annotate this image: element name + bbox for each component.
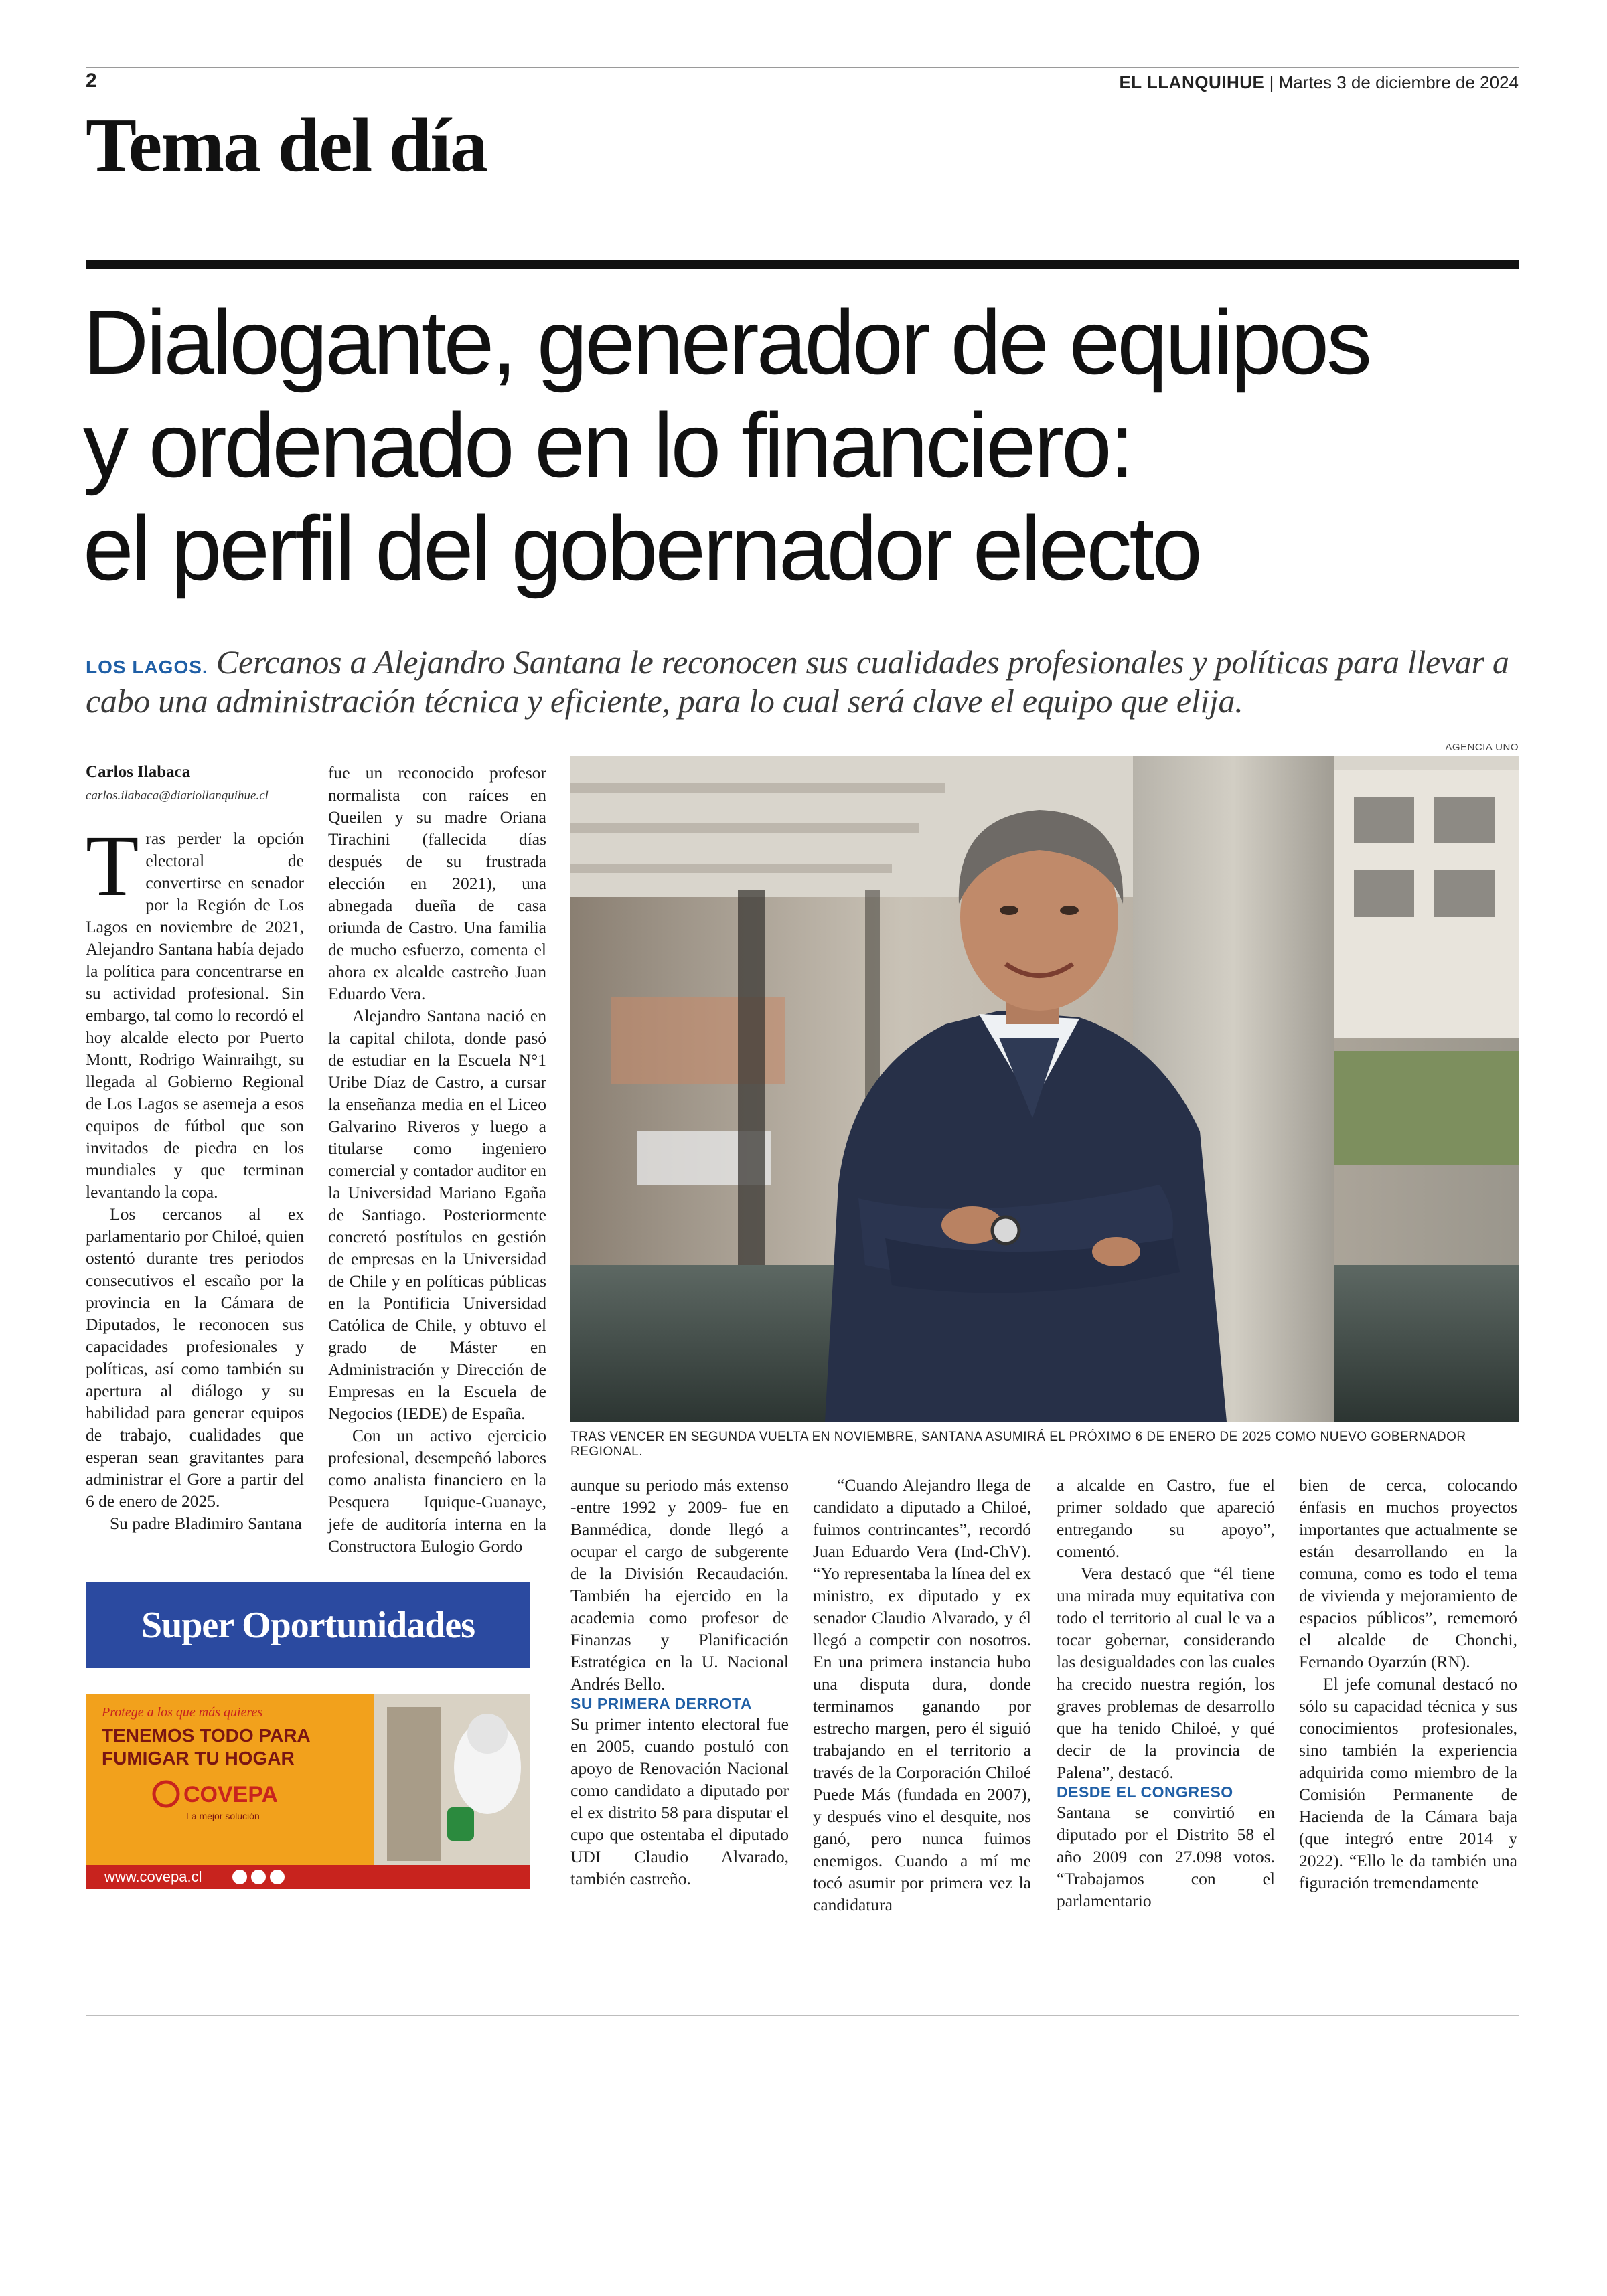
paragraph: Con un activo ejercicio profesional, desempeñó labores como analista financiero en la Pesquera Iquique-Guanaye, jefe de auditoría interna en la Constructora Eulogio Gordo xyxy=(328,1426,546,1556)
portrait-photo-illustration xyxy=(570,756,1519,1422)
column-5 xyxy=(1057,1474,1275,1912)
headline-line-1: Dialogante, generador de equipos xyxy=(83,291,1370,393)
paragraph: aunque su periodo más extenso -entre 1992 y 2009- fue en Banmédica, donde llegó a ocupar el cargo de subgerente de la División Recaudación. También ha ejercido en la academia como profesor de Finanzas y Planificación Estratégica en la U. Nacional Andrés Bello. xyxy=(570,1475,789,1694)
paragraph: bien de cerca, colocando énfasis en muchos proyectos importantes que actualmente se están desarrollando en la comuna, como es todo el tema de vivienda y mejoramiento de espacios públicos”, rememoró el alcalde de Chonchi, Fernando Oyarzún (RN). xyxy=(1299,1475,1517,1671)
paragraph: Santana se convirtió en diputado por el Distrito 58 el año 2009 con 27.098 votos. “Trabajamos con el parlamentario xyxy=(1057,1803,1275,1910)
paragraph: Alejandro Santana nació en la capital chilota, donde pasó de estudiar en la Escuela N°1 Uribe Díaz de Castro, a cursar la enseñanza media en el Liceo Galvarino Riveros y luego a titularse como ingeniero comercial y contador auditor en la Universidad Mariano Egaña de Santiago. Posteriormente concretó postítulos en gestión de empresas en la Universidad de Chile y en políticas públicas en la Pontificia Universidad Católica de Chile, y obtuvo el grado de Máster en Administración y Dirección de Empresas en la Escuela de Negocios (IEDE) de España. xyxy=(328,1006,546,1423)
headline xyxy=(83,291,1529,600)
covepa-ad-illustration xyxy=(86,1694,530,1889)
page-number: 2 xyxy=(86,70,97,92)
paragraph: a alcalde en Castro, fue el primer soldado que apareció entregando su apoyo”, comentó. xyxy=(1057,1475,1275,1561)
byline: Carlos Ilabaca xyxy=(86,763,191,781)
section-title: Tema del día xyxy=(86,102,487,187)
subhead-desde-el-congreso: DESDE EL CONGRESO xyxy=(1057,1783,1233,1801)
column-3 xyxy=(570,1474,789,1890)
ad-url[interactable]: www.covepa.cl xyxy=(104,1868,202,1885)
subhead-primera-derrota: SU PRIMERA DERROTA xyxy=(570,1695,752,1712)
publication-date: Martes 3 de diciembre de 2024 xyxy=(1278,72,1519,92)
paragraph: fue un reconocido profesor normalista con raíces en Queilen y su madre Oriana Tirachini (fallecida días después de su frustrada elección en 2021), una abnegada dueña de casa oriunda de Castro. Una familia de mucho esfuerzo, comenta el ahora ex alcalde castreño Juan Eduardo Vera. xyxy=(328,763,546,1003)
linkedin-icon[interactable] xyxy=(270,1870,285,1884)
section-rule xyxy=(86,260,1519,269)
paragraph: ras perder la opción electoral de convertirse en senador por la Región de Los Lagos en noviembre de 2021, Alejandro Santana había dejado la política para concentrarse en su actividad profesional. Sin embargo, tal como lo recordó el hoy alcalde electo por Puerto Montt, Rodrigo Wainraihgt, su llegada al Gobierno Regional de Los Lagos se asemeja a esos equipos de fútbol que son invitados de piedra en los mundiales y que terminan levantando la copa. xyxy=(86,829,304,1202)
photo-caption: TRAS VENCER EN SEGUNDA VUELTA EN NOVIEMBRE, SANTANA ASUMIRÁ EL PRÓXIMO 6 DE ENERO DE 2025 COMO NUEVO GOBERNADOR REGIONAL. xyxy=(570,1430,1466,1459)
paragraph: El jefe comunal destacó no sólo su capacidad técnica y sus conocimientos profesionales, sino también la experiencia adquirida como miembro de la Comisión Permanente de Hacienda de la Cámara baja (que integró entre 2014 y 2022). “Ello le da también una figuración tremendamente xyxy=(1299,1674,1517,1892)
dropcap: T xyxy=(86,818,139,914)
paragraph: Su primer intento electoral fue en 2005, cuando postuló con apoyo de Renovación Nacional como candidato a diputado por el ex distrito 58 para disputar el cupo que ostentaba el diputado UDI Claudio Alvarado, también castreño. xyxy=(570,1714,789,1888)
standfirst xyxy=(86,643,1519,720)
photo-credit: AGENCIA UNO xyxy=(1445,742,1519,753)
ad-brand: COVEPA xyxy=(183,1782,279,1807)
paragraph: “Cuando Alejandro llega de candidato a diputado a Chiloé, fuimos contrincantes”, recordó Juan Eduardo Vera (Ind-ChV). “Yo representaba la línea del ex ministro, ex diputado y ex senador Claudio Alvarado, y él llegó a competir con nosotros. En una primera instancia hubo una disputa dura, donde terminamos ganando por estrecho margen, pero él siguió trabajando en el territorio a través de la Corporación Chiloé Puede Más (fundada en 2007), y después vino el desquite, nos ganó, pero nunca fuimos enemigos. Cuando a mí me tocó asumir por primera vez la candidatura xyxy=(813,1475,1031,1914)
column-6 xyxy=(1299,1474,1517,1894)
column-2 xyxy=(328,762,546,1557)
facebook-icon[interactable] xyxy=(232,1870,247,1884)
publication-name: EL LLANQUIHUE xyxy=(1119,72,1265,92)
ad-tagline: Protege a los que más quieres xyxy=(102,1705,263,1720)
kicker: LOS LAGOS. xyxy=(86,657,208,677)
paragraph: Su padre Bladimiro Santana xyxy=(110,1513,302,1533)
ad-slogan: La mejor solución xyxy=(186,1811,260,1821)
paragraph: Los cercanos al ex parlamentario por Chiloé, quien ostentó durante tres periodos consecutivos el escaño por la provincia en la Cámara de Diputados, le reconocen sus capacidades profesionales y políticas, así como también su apertura al diálogo y su habilidad para generar equipos de trabajo, cualidades que esperan sean gravitantes para administrar el Gore a partir del 6 de enero de 2025. xyxy=(86,1204,304,1511)
author-email[interactable]: carlos.ilabaca@diariollanquihue.cl xyxy=(86,789,269,803)
column-4 xyxy=(813,1474,1031,1916)
ad-banner-super-oportunidades[interactable] xyxy=(86,1582,530,1668)
headline-line-3: el perfil del gobernador electo xyxy=(83,497,1200,599)
masthead: EL LLANQUIHUE | Martes 3 de diciembre de 2024 xyxy=(1119,72,1519,92)
column-1 xyxy=(86,818,304,1534)
standfirst-text: Cercanos a Alejandro Santana le reconocen sus cualidades profesionales y políticas para llevar a cabo una administración técnica y eficiente, para lo cual será clave el equipo que elija. xyxy=(86,643,1509,720)
instagram-icon[interactable] xyxy=(251,1870,266,1884)
ad-headline-2: FUMIGAR TU HOGAR xyxy=(102,1748,295,1769)
ad-headline-1: TENEMOS TODO PARA xyxy=(102,1725,311,1746)
headline-line-2: y ordenado en lo financiero: xyxy=(83,394,1132,496)
portrait-photo xyxy=(570,756,1519,1422)
bottom-rule xyxy=(86,2015,1519,2016)
paragraph: Vera destacó que “él tiene una mirada muy equitativa con todo el territorio al cual le va a tocar gobernar, considerando las desigualdades con las cuales ha crecido nuestra región, los graves problemas de desarrollo que ha tenido Chiloé, y qué decir de la provincia de Palena”, destacó. xyxy=(1057,1564,1275,1782)
ad-banner-title: Super Oportunidades xyxy=(141,1605,475,1646)
covepa-ad[interactable] xyxy=(86,1694,530,1889)
top-rule xyxy=(86,67,1519,68)
